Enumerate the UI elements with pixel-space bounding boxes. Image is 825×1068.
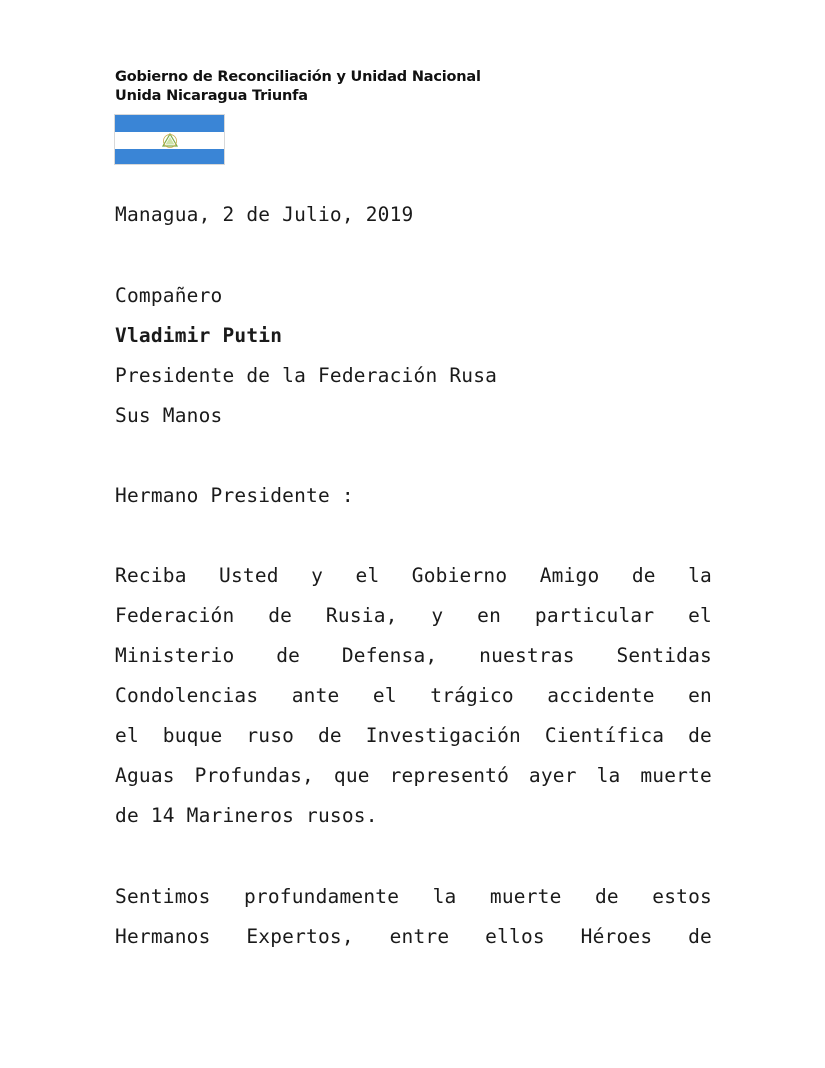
paragraph-line: Ministerio de Defensa, nuestras Sentidas	[115, 644, 712, 667]
paragraph-line: Federación de Rusia, y en particular el	[115, 604, 712, 627]
recipient-position: Presidente de la Federación Rusa	[115, 364, 498, 387]
flag-bottom-blue-band	[115, 149, 224, 165]
nicaragua-flag-icon	[114, 114, 225, 165]
paragraph-line: Sentimos profundamente la muerte de estos	[115, 885, 712, 908]
recipient-title: Compañero	[115, 284, 223, 307]
letterhead-government-name: Gobierno de Reconciliación y Unidad Nacional	[115, 69, 481, 85]
coat-of-arms-icon	[162, 133, 178, 148]
flag-white-band	[115, 132, 224, 149]
paragraph-line: Reciba Usted y el Gobierno Amigo de la	[115, 564, 712, 587]
paragraph-line: de 14 Marineros rusos.	[115, 804, 378, 827]
paragraph-line: Aguas Profundas, que representó ayer la muerte	[115, 764, 712, 787]
date-line: Managua, 2 de Julio, 2019	[115, 203, 414, 226]
paragraph-line: el buque ruso de Investigación Científica de	[115, 724, 712, 747]
recipient-name: Vladimir Putin	[115, 324, 283, 347]
recipient-delivery: Sus Manos	[115, 404, 223, 427]
paragraph-line: Condolencias ante el trágico accidente en	[115, 684, 712, 707]
letterhead	[115, 68, 481, 106]
paragraph-condolences	[115, 556, 712, 836]
flag-top-blue-band	[115, 115, 224, 132]
paragraph-sympathy	[115, 877, 712, 957]
greeting: Hermano Presidente :	[115, 484, 354, 507]
letterhead-slogan: Unida Nicaragua Triunfa	[115, 88, 308, 104]
paragraph-line: Hermanos Expertos, entre ellos Héroes de	[115, 925, 712, 948]
